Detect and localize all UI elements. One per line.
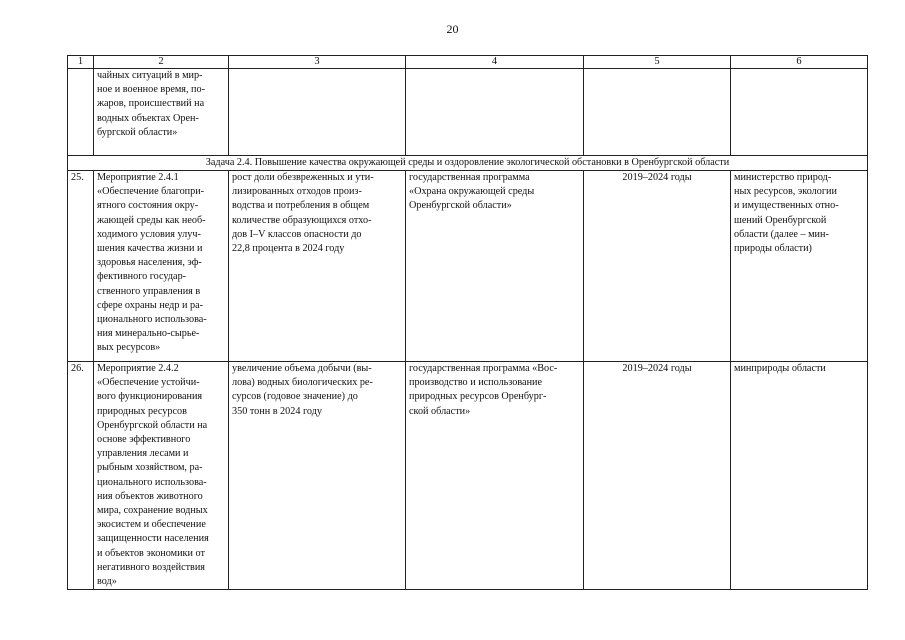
measures-table xyxy=(67,55,868,590)
column-number: 6 xyxy=(731,56,868,69)
period-text: 2019–2024 годы xyxy=(584,362,731,590)
executor-text: министерство природ- ных ресурсов, экологии и имущественных отно- шений Оренбургской области (далее – мин- природы области) xyxy=(731,171,868,362)
continuation-executor-cell xyxy=(731,69,868,156)
indicator-text: рост доли обезвреженных и ути- лизированных отходов произ- водства и потребления в общем количестве образующихся отхо- дов I–V классов опасности до 22,8 процента в 2024 году xyxy=(229,171,406,362)
event-text: Мероприятие 2.4.1 «Обеспечение благопри- ятного состояния окру- жающей среды как необ- ходимого условия улуч- шения качества жизни и здоровья населения, эф- фективного государ- ственного управления в сфере охраны недр и ра- ционального использова- ния минерально-сырье- вых ресурсов» xyxy=(94,171,229,362)
executor-text: минприроды области xyxy=(731,362,868,590)
program-text: государственная программа «Вос- производство и использование природных ресурсов Оренбург- ской области» xyxy=(406,362,584,590)
column-number: 5 xyxy=(584,56,731,69)
continuation-program-cell xyxy=(406,69,584,156)
page-number: 20 xyxy=(446,22,459,36)
column-number-row xyxy=(68,56,868,69)
continuation-event-text: чайных ситуаций в мир- ное и военное время, по- жаров, происшествий на водных объектах Орен- бургской области» xyxy=(94,69,229,156)
continuation-row xyxy=(68,69,868,156)
event-text: Мероприятие 2.4.2 «Обеспечение устойчи- вого функционирования природных ресурсов Оренбургской области на основе эффективного управления лесами и рыбным хозяйством, ра- ционального использова- ния объектов животного мира, сохранение водных экосистем и обеспечение защищенности населения и объектов экономики от негативного воздействия вод» xyxy=(94,362,229,590)
column-number: 4 xyxy=(406,56,584,69)
continuation-period-cell xyxy=(584,69,731,156)
row-number: 25. xyxy=(68,171,94,362)
table-row xyxy=(68,171,868,362)
column-number: 1 xyxy=(68,56,94,69)
continuation-num-cell xyxy=(68,69,94,156)
continuation-indicator-cell xyxy=(229,69,406,156)
task-row xyxy=(68,156,868,171)
period-text: 2019–2024 годы xyxy=(584,171,731,362)
row-number: 26. xyxy=(68,362,94,590)
column-number: 3 xyxy=(229,56,406,69)
program-text: государственная программа «Охрана окружающей среды Оренбургской области» xyxy=(406,171,584,362)
indicator-text: увеличение объема добычи (вы- лова) водных биологических ре- сурсов (годовое значение) до 350 тонн в 2024 году xyxy=(229,362,406,590)
task-title: Задача 2.4. Повышение качества окружающей среды и оздоровление экологической обстановки в Оренбургской области xyxy=(68,156,868,171)
table-row xyxy=(68,362,868,590)
column-number: 2 xyxy=(94,56,229,69)
